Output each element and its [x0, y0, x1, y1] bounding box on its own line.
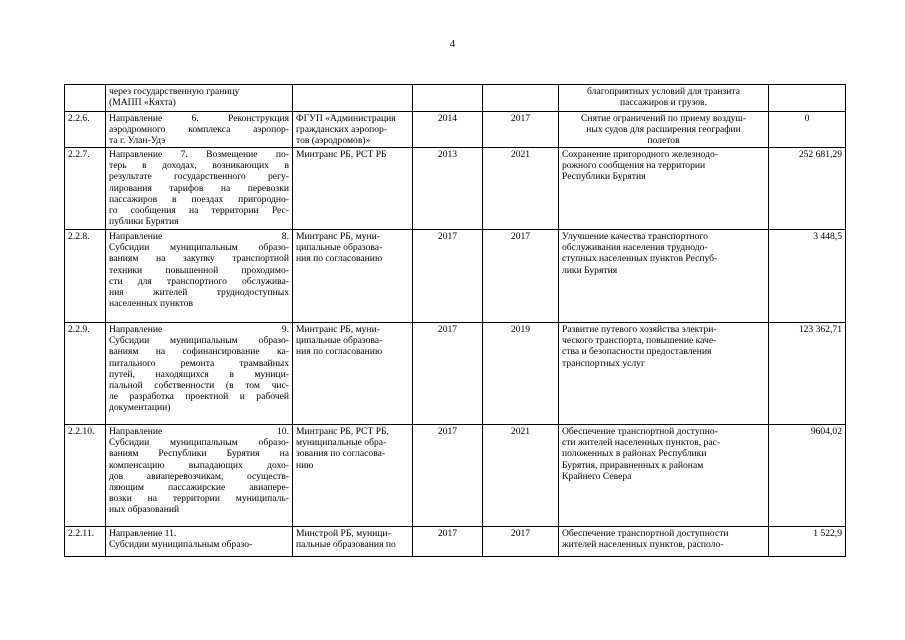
start-year-cell: 2017 — [413, 527, 483, 557]
cell-line: Республики Бурятия — [562, 171, 646, 183]
funding-amount-cell: 9604,02 — [769, 425, 846, 527]
measure-name-cell — [106, 230, 293, 323]
executor-cell — [293, 85, 413, 112]
item-number-cell: 2.2.11. — [65, 527, 106, 557]
end-year-cell: 2017 — [483, 230, 559, 323]
item-number-cell: 2.2.7. — [65, 148, 106, 230]
table-row — [65, 425, 846, 527]
cell-line: ния по согласованию — [296, 253, 383, 265]
cell-line: Минтранс РБ, муни- — [296, 324, 380, 335]
end-year-cell — [483, 85, 559, 112]
start-year-cell: 2017 — [413, 323, 483, 425]
cell-line: документации) — [109, 402, 171, 414]
cell-line: ципальные образова- — [296, 335, 383, 347]
end-year-cell: 2021 — [483, 148, 559, 230]
cell-line: лирования тарифов на перевозки — [109, 182, 289, 194]
start-year-cell: 2017 — [413, 230, 483, 323]
expected-result-cell — [559, 230, 769, 323]
executor-cell — [293, 527, 413, 557]
table-body — [65, 85, 846, 557]
cell-line: транспортных услуг — [562, 357, 645, 369]
cell-line: Снятие ограничений по приему воздуш- — [581, 113, 746, 124]
cell-line: Субсидии муниципальным образо- — [109, 242, 289, 254]
cell-line: Субсидии муниципальным образо- — [109, 437, 289, 449]
expected-result-cell — [559, 85, 769, 112]
cell-line: через государственную границу — [109, 86, 240, 97]
measure-name-cell — [106, 112, 293, 148]
cell-line: терь в доходах, возникающих в — [109, 160, 289, 172]
executor-cell — [293, 112, 413, 148]
item-number-cell: 2.2.8. — [65, 230, 106, 323]
expected-result-cell — [559, 323, 769, 425]
cell-line: дов авиаперевозчикам, осуществ- — [109, 470, 289, 482]
cell-line: Направление 7. Возмещение по- — [109, 149, 289, 160]
cell-line: муниципальные обра- — [296, 437, 387, 449]
item-number-cell — [65, 85, 106, 112]
cell-line: Развитие путевого хозяйства электри- — [562, 324, 717, 335]
cell-line: ле разработка проектной и рабочей — [109, 391, 289, 403]
table-row — [65, 527, 846, 557]
cell-line: возки на территории муниципаль- — [109, 493, 289, 505]
cell-line: компенсацию выпадающих дохо- — [109, 459, 289, 471]
executor-cell — [293, 425, 413, 527]
cell-line: ваниям на закупку транспортной — [109, 253, 289, 265]
table-row — [65, 148, 846, 230]
item-number-cell: 2.2.10. — [65, 425, 106, 527]
start-year-cell: 2014 — [413, 112, 483, 148]
cell-line: ных судов для расширения географии — [586, 124, 741, 136]
cell-line: та г. Улан-Удэ — [109, 135, 166, 147]
cell-line: Бурятия, приравненных к районам — [562, 459, 704, 471]
measure-name-cell — [106, 527, 293, 557]
cell-line: техники повышенной проходимо- — [109, 264, 289, 276]
cell-line: пассажиров в поездах пригородно- — [109, 193, 289, 205]
start-year-cell — [413, 85, 483, 112]
cell-line: го сообщения на территории Рес- — [109, 205, 289, 217]
funding-amount-cell: 1 522,9 — [769, 527, 846, 557]
measure-name-cell — [106, 148, 293, 230]
start-year-cell: 2017 — [413, 425, 483, 527]
start-year-cell: 2013 — [413, 148, 483, 230]
end-year-cell: 2017 — [483, 527, 559, 557]
end-year-cell: 2019 — [483, 323, 559, 425]
cell-line: ципальные образова- — [296, 242, 383, 254]
cell-line: обслуживания населения труднодо- — [562, 242, 708, 254]
table-row — [65, 112, 846, 148]
table-row — [65, 85, 846, 112]
measure-name-cell — [106, 85, 293, 112]
cell-line: Направление 11. — [109, 528, 177, 539]
cell-line: ства и безопасности предоставления — [562, 346, 712, 358]
expected-result-cell — [559, 425, 769, 527]
end-year-cell: 2021 — [483, 425, 559, 527]
cell-line: пассажиров и грузов. — [620, 97, 707, 109]
cell-line: ческого транспорта, повышение каче- — [562, 335, 717, 347]
cell-line: аэродромного комплекса аэропор- — [109, 124, 289, 136]
measure-name-cell — [106, 323, 293, 425]
cell-line: ния по согласованию — [296, 346, 383, 358]
cell-line: Направление 10. — [109, 426, 289, 437]
cell-line: питального ремонта трамвайных — [109, 357, 289, 369]
cell-line: сти для транспортного обслужива- — [109, 275, 289, 287]
cell-line: Субсидии муниципальным образо- — [109, 539, 253, 551]
expected-result-cell — [559, 112, 769, 148]
page-number: 4 — [449, 38, 456, 50]
cell-line: Обеспечение транспортной доступности — [562, 528, 729, 539]
funding-amount-cell: 123 362,71 — [769, 323, 846, 425]
cell-line: ступных населенных пунктов Респуб- — [562, 253, 718, 265]
cell-line: нию — [296, 459, 314, 471]
item-number-cell: 2.2.9. — [65, 323, 106, 425]
cell-line: Направление 8. — [109, 231, 289, 242]
table-row — [65, 323, 846, 425]
executor-cell — [293, 323, 413, 425]
cell-line: Минтранс РБ, РСТ РБ — [296, 149, 387, 160]
funding-amount-cell: 3 448,5 — [769, 230, 846, 323]
cell-line: Направление 6. Реконструкция — [109, 113, 289, 124]
cell-line: зования по согласова- — [296, 448, 386, 460]
funding-amount-cell: 0 — [769, 112, 846, 148]
cell-line: Улучшение качества транспортного — [562, 231, 708, 242]
funding-amount-cell: 252 681,29 — [769, 148, 846, 230]
executor-cell — [293, 230, 413, 323]
cell-line: Субсидии муниципальным образо- — [109, 335, 289, 347]
cell-line: полетов — [647, 135, 680, 147]
cell-line: ФГУП «Администрация — [296, 113, 396, 124]
item-number-cell: 2.2.6. — [65, 112, 106, 148]
cell-line: Минтранс РБ, РСТ РБ, — [296, 426, 389, 437]
cell-line: Минтранс РБ, муни- — [296, 231, 380, 242]
program-measures-table — [64, 84, 846, 557]
cell-line: сти жителей населенных пунктов, рас- — [562, 437, 721, 449]
cell-line: положенных в районах Республики — [562, 448, 707, 460]
cell-line: лики Бурятия — [562, 264, 618, 276]
expected-result-cell — [559, 527, 769, 557]
cell-line: пальные образования по — [296, 539, 396, 551]
cell-line: Направление 9. — [109, 324, 289, 335]
cell-line: ных образований — [109, 504, 180, 516]
cell-line: путей, находящихся в муници- — [109, 368, 289, 380]
cell-line: благоприятных условий для транзита — [587, 86, 740, 97]
cell-line: Сохранение пригородного железнодо- — [562, 149, 718, 160]
cell-line: Крайнего Севера — [562, 470, 632, 482]
expected-result-cell — [559, 148, 769, 230]
cell-line: пальной собственности (в том чис- — [109, 380, 289, 392]
cell-line: населенных пунктов — [109, 298, 193, 310]
executor-cell — [293, 148, 413, 230]
end-year-cell: 2017 — [483, 112, 559, 148]
funding-amount-cell — [769, 85, 846, 112]
cell-line: (МАПП «Кяхта) — [109, 97, 176, 109]
cell-line: жителей населенных пунктов, располо- — [562, 539, 724, 551]
measure-name-cell — [106, 425, 293, 527]
cell-line: ляющим пассажирские авиапере- — [109, 482, 289, 494]
cell-line: Минстрой РБ, муници- — [296, 528, 391, 539]
table-row — [65, 230, 846, 323]
cell-line: ваниям Республики Бурятия на — [109, 448, 289, 460]
cell-line: гражданских аэропор- — [296, 124, 388, 136]
cell-line: рожного сообщения на территории — [562, 160, 706, 172]
cell-line: ния жителей труднодоступных — [109, 287, 289, 299]
cell-line: публики Бурятия — [109, 216, 179, 228]
cell-line: тов (аэродромов)» — [296, 135, 371, 147]
cell-line: ваниям на софинансирование ка- — [109, 346, 289, 358]
cell-line: результате государственного регу- — [109, 171, 289, 183]
cell-line: Обеспечение транспортной доступно- — [562, 426, 718, 437]
